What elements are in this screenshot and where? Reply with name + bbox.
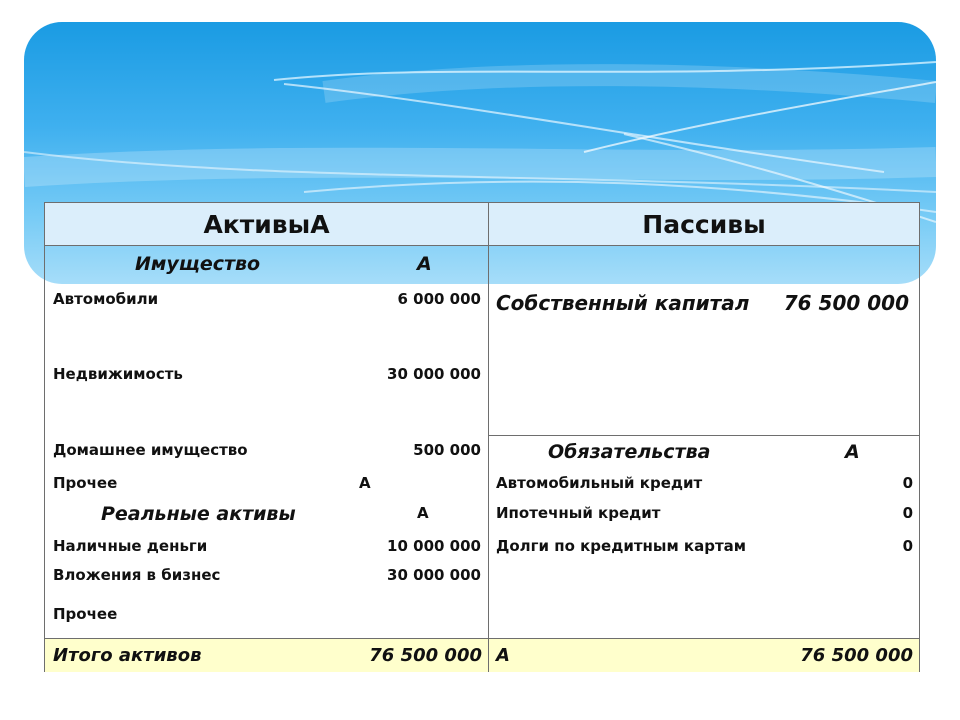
asset-label-business: Вложения в бизнес [53,566,221,584]
liability-label-credit-cards: Долги по кредитным картам [496,537,747,555]
asset-label-other-real: Прочее [53,605,118,623]
assets-total-label: Итого активов [53,645,202,666]
equity-label: Собственный капитал [496,291,750,315]
equity-value: 76 500 000 [783,291,909,315]
asset-label-realty: Недвижимость [53,365,183,383]
asset-label-household: Домашнее имущество [53,441,248,459]
liabilities-title: Пассивы [642,209,766,239]
asset-value-cars: 6 000 000 [397,290,481,308]
assets-total-value: 76 500 000 [369,645,482,666]
obligations-divider [488,435,919,436]
liability-label-car-loan: Автомобильный кредит [496,474,703,492]
asset-label-cars: Автомобили [53,290,159,308]
liabilities-header [489,203,919,246]
liability-value-mortgage: 0 [902,504,913,522]
obligations-marker: А [845,441,860,463]
asset-value-other: А [359,474,371,492]
asset-label-cash: Наличные деньги [53,537,208,555]
balance-sheet-table [44,202,920,672]
asset-value-cash: 10 000 000 [387,537,481,555]
liabilities-total-value: 76 500 000 [800,645,913,666]
property-marker: А [417,253,432,275]
column-divider [488,203,489,671]
liability-value-credit-cards: 0 [902,537,913,555]
property-heading: Имущество [135,253,261,275]
assets-total-row [45,638,488,672]
asset-value-realty: 30 000 000 [387,365,481,383]
asset-label-other: Прочее [53,474,118,492]
liability-label-mortgage: Ипотечный кредит [496,504,661,522]
asset-value-business: 30 000 000 [387,566,481,584]
real-assets-marker: А [417,504,429,522]
liability-value-car-loan: 0 [902,474,913,492]
obligations-heading: Обязательства [548,441,711,463]
assets-title: АктивыА [203,209,330,239]
asset-value-household: 500 000 [413,441,481,459]
liabilities-total-label: А [496,645,510,666]
liabilities-total-row [489,638,919,672]
real-assets-heading: Реальные активы [101,503,296,525]
assets-header [45,203,488,246]
